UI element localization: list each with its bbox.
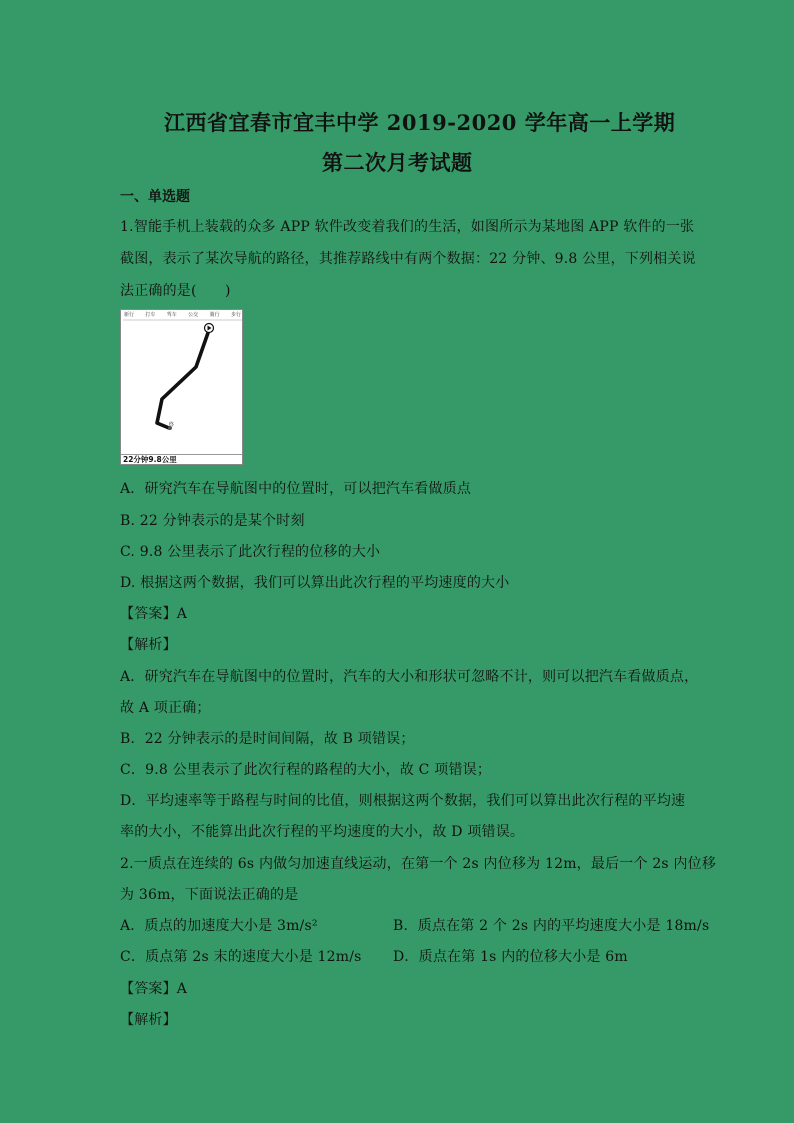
doc-title-line2: 第二次月考试题: [322, 150, 473, 175]
map-tab: 打车: [145, 312, 156, 318]
q2-option-b: B．质点在第 2 个 2s 内的平均速度大小是 18m/s: [393, 918, 710, 934]
doc-title-line1: 江西省宜春市宜丰中学 2019-2020 学年高一上学期: [164, 110, 676, 135]
q1-analysis-d-line2: 率的大小，不能算出此次行程的平均速度的大小，故 D 项错误。: [120, 824, 525, 840]
route-drawing: [121, 310, 244, 466]
route-path: [157, 330, 209, 428]
q2-answer: 【答案】A: [120, 981, 188, 997]
section-heading: 一、单选题: [120, 189, 190, 205]
q2-analysis-label: 【解析】: [120, 1012, 177, 1028]
q1-analysis-label: 【解析】: [120, 637, 177, 653]
q2-option-d: D．质点在第 1s 内的位移大小是 6m: [393, 949, 628, 965]
q1-option-c: C. 9.8 公里表示了此次行程的位移的大小: [120, 544, 381, 560]
q1-option-d: D. 根据这两个数据，我们可以算出此次行程的平均速度的大小: [120, 575, 510, 591]
end-marker-label: 终: [169, 422, 175, 428]
q1-analysis-d-line1: D．平均速率等于路程与时间的比值，则根据这两个数据，我们可以算出此次行程的平均速: [120, 793, 686, 809]
q2-stem-line2: 为 36m，下面说法正确的是: [120, 887, 299, 903]
map-caption: 22分钟9.8公里: [121, 454, 242, 464]
map-tab: 新行: [124, 312, 135, 318]
q2-stem-line1: 2.一质点在连续的 6s 内做匀加速直线运动，在第一个 2s 内位移为 12m，最后一个 2s 内位移: [120, 856, 717, 872]
q1-option-b: B. 22 分钟表示的是某个时刻: [120, 513, 305, 529]
q1-analysis-a-line2: 故 A 项正确；: [120, 700, 211, 716]
q1-stem-line3: 法正确的是( ): [120, 283, 231, 299]
q1-answer: 【答案】A: [120, 606, 188, 622]
q2-option-c: C．质点第 2s 末的速度大小是 12m/s: [120, 949, 362, 965]
q1-stem-line2: 截图，表示了某次导航的路径，其推荐路线中有两个数据：22 分钟、9.8 公里，下列相关说: [120, 251, 696, 267]
map-tab: 驾车: [166, 312, 177, 318]
map-tab: 骑行: [209, 312, 220, 318]
q1-analysis-c: C．9.8 公里表示了此次行程的路程的大小，故 C 项错误；: [120, 762, 492, 778]
q1-stem-line1: 1.智能手机上装载的众多 APP 软件改变着我们的生活，如图所示为某地图 APP 软件的一张: [120, 219, 695, 235]
q1-analysis-a-line1: A．研究汽车在导航图中的位置时，汽车的大小和形状可忽略不计，则可以把汽车看做质点，: [120, 669, 699, 685]
map-tab: 公交: [188, 312, 199, 318]
map-tab: 步行: [230, 312, 241, 318]
navigation-map-image: [120, 309, 243, 465]
q1-option-a: A．研究汽车在导航图中的位置时，可以把汽车看做质点: [120, 481, 472, 497]
q1-analysis-b: B．22 分钟表示的是时间间隔，故 B 项错误；: [120, 731, 415, 747]
q2-option-a: A．质点的加速度大小是 3m/s²: [120, 918, 318, 934]
